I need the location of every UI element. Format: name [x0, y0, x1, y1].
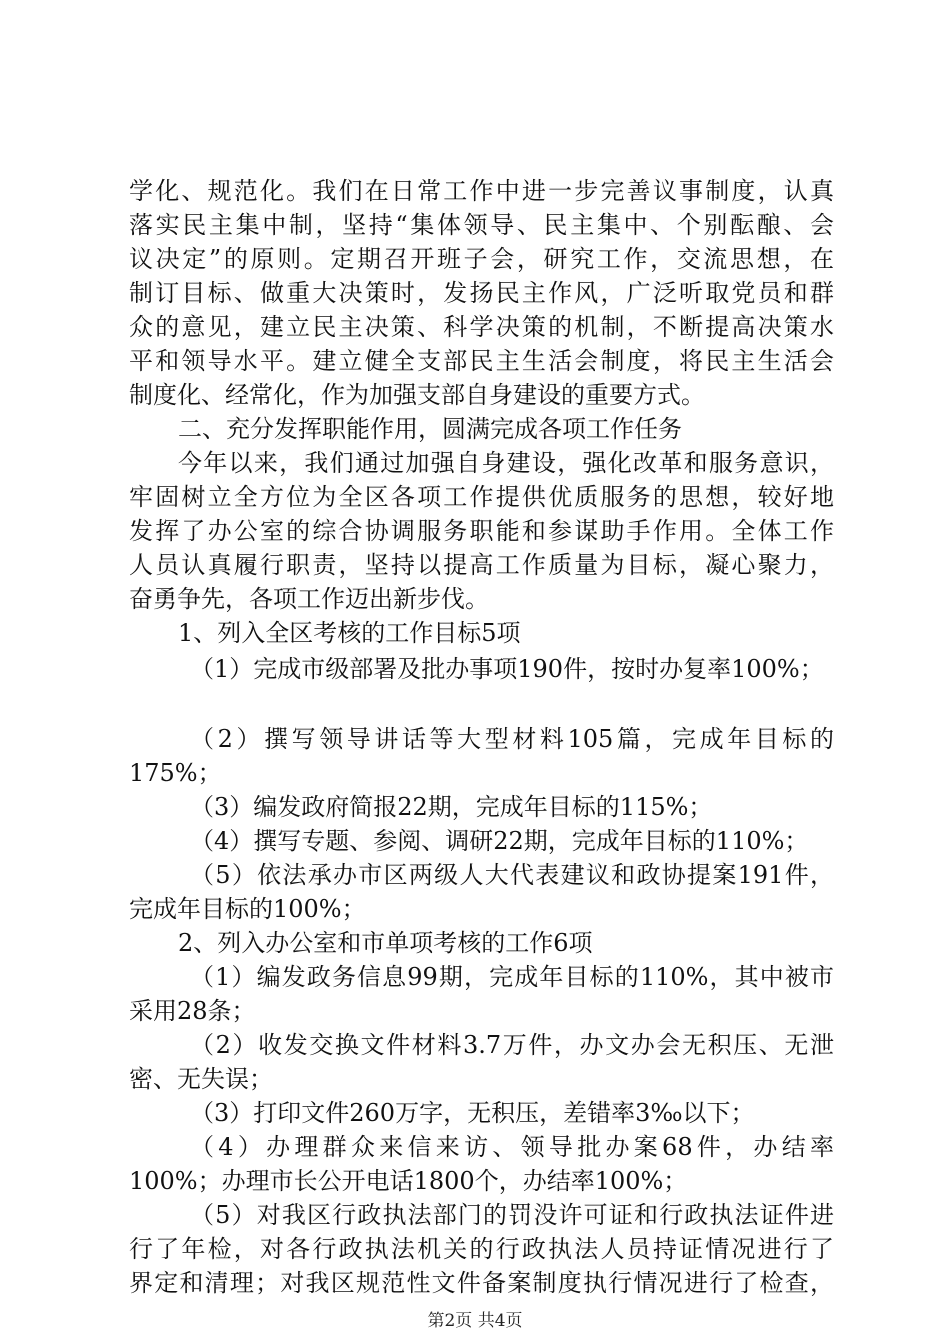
body-line: 发挥了办公室的综合协调服务职能和参谋助手作用。全体工作 — [129, 517, 834, 545]
list-item: （4）办理群众来信来访、领导批办案68件，办结率 — [190, 1133, 834, 1161]
subsection-heading: 2、列入办公室和市单项考核的工作6项 — [178, 929, 593, 957]
list-item: （3）编发政府简报22期，完成年目标的115%； — [190, 793, 713, 821]
list-item: （2）收发交换文件材料3.7万件，办文办会无积压、无泄 — [190, 1031, 834, 1059]
list-item-continued: 采用28条； — [129, 997, 256, 1025]
body-line: 牢固树立全方位为全区各项工作提供优质服务的思想，较好地 — [129, 483, 834, 511]
body-line: 制订目标、做重大决策时，发扬民主作风，广泛听取党员和群 — [129, 279, 834, 307]
body-line: 人员认真履行职责，坚持以提高工作质量为目标，凝心聚力， — [129, 551, 834, 579]
body-line: 平和领导水平。建立健全支部民主生活会制度，将民主生活会 — [129, 347, 834, 375]
body-line: 众的意见，建立民主决策、科学决策的机制，不断提高决策水 — [129, 313, 834, 341]
list-item: （4）撰写专题、参阅、调研22期，完成年目标的110%； — [190, 827, 809, 855]
list-item: （1）编发政务信息99期，完成年目标的110%，其中被市 — [190, 963, 834, 991]
list-item: （1）完成市级部署及批办事项190件，按时办复率100%； — [190, 655, 824, 683]
list-item-continued: 175%； — [129, 759, 222, 787]
body-line: 制度化、经常化，作为加强支部自身建设的重要方式。 — [129, 381, 705, 409]
body-line: 奋勇争先，各项工作迈出新步伐。 — [129, 585, 489, 613]
list-item-continued: 界定和清理；对我区规范性文件备案制度执行情况进行了检查， — [129, 1269, 834, 1297]
list-item: （5）依法承办市区两级人大代表建议和政协提案191件， — [190, 861, 834, 889]
section-heading: 二、充分发挥职能作用，圆满完成各项工作任务 — [178, 415, 682, 443]
subsection-heading: 1、列入全区考核的工作目标5项 — [178, 619, 521, 647]
page-footer: 第2页 共4页 — [427, 1311, 523, 1331]
list-item-continued: 密、无失误； — [129, 1065, 273, 1093]
list-item-continued: 行了年检，对各行政执法机关的行政执法人员持证情况进行了 — [129, 1235, 834, 1263]
list-item-continued: 完成年目标的100%； — [129, 895, 366, 923]
list-item-continued: 100%；办理市长公开电话1800个，办结率100%； — [129, 1167, 688, 1195]
body-line: 学化、规范化。我们在日常工作中进一步完善议事制度，认真 — [129, 177, 834, 205]
list-item: （2）撰写领导讲话等大型材料105篇，完成年目标的 — [190, 725, 834, 753]
list-item: （5）对我区行政执法部门的罚没许可证和行政执法证件进 — [190, 1201, 834, 1229]
body-line: 议决定”的原则。定期召开班子会，研究工作，交流思想，在 — [129, 245, 834, 273]
body-line: 今年以来，我们通过加强自身建设，强化改革和服务意识， — [178, 449, 834, 477]
body-line: 落实民主集中制，坚持“集体领导、民主集中、个别酝酿、会 — [129, 211, 834, 239]
list-item: （3）打印文件260万字，无积压，差错率3‰以下； — [190, 1099, 755, 1127]
